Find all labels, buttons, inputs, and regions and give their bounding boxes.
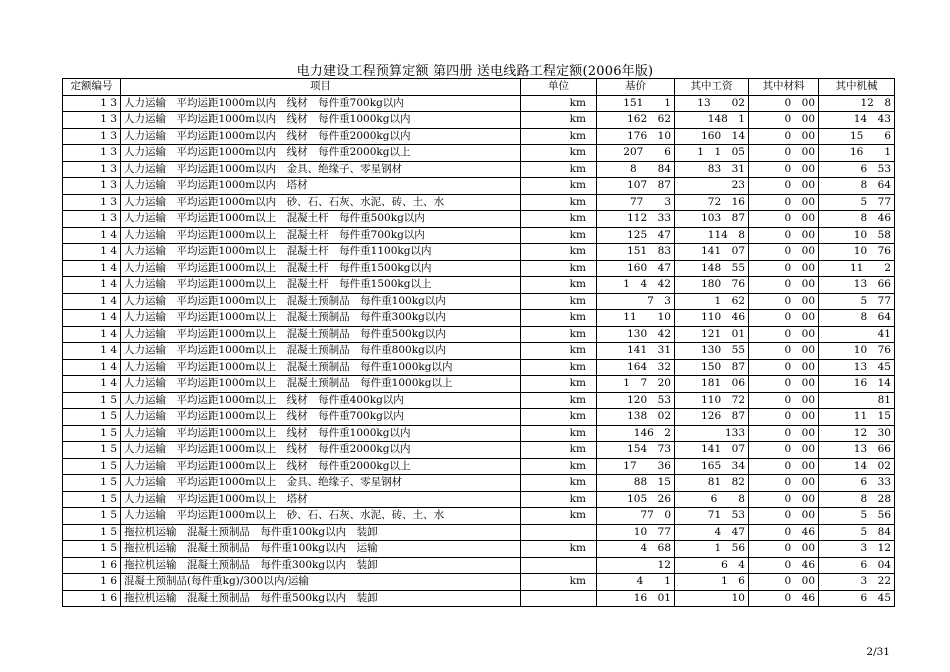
header-material: 其中材料 <box>749 79 819 96</box>
cell-item: 人力运输 平均运距1000m以上 混凝土预制品 每件重100kg以内 <box>121 293 521 310</box>
cell-code: 1 3 <box>63 128 121 145</box>
cell-machine: 5 77 <box>819 293 895 310</box>
cell-machine: 3 22 <box>819 574 895 591</box>
cell-material: 0 00 <box>749 112 819 129</box>
cell-item: 混凝土预制品(每件重kg)/300以内/运输 <box>121 574 521 591</box>
cell-base: 1 7 20 <box>597 376 675 393</box>
cell-material: 0 00 <box>749 211 819 228</box>
table-row <box>63 194 895 211</box>
cell-machine: 12 30 <box>819 425 895 442</box>
cell-material: 0 00 <box>749 161 819 178</box>
cell-code: 1 4 <box>63 310 121 327</box>
cell-code: 1 4 <box>63 277 121 294</box>
cell-material: 0 00 <box>749 95 819 112</box>
cell-machine: 10 58 <box>819 227 895 244</box>
cell-code: 1 4 <box>63 376 121 393</box>
header-item: 项目 <box>121 79 521 96</box>
cell-item: 人力运输 平均运距1000m以内 线材 每件重2000kg以上 <box>121 145 521 162</box>
cell-code: 1 3 <box>63 211 121 228</box>
quota-table <box>62 78 895 607</box>
cell-material: 0 00 <box>749 128 819 145</box>
header-code: 定额编号 <box>63 79 121 96</box>
table-row <box>63 95 895 112</box>
cell-code: 1 6 <box>63 574 121 591</box>
cell-machine: 8 46 <box>819 211 895 228</box>
cell-unit: km <box>521 112 597 129</box>
cell-item: 人力运输 平均运距1000m以内 塔材 <box>121 178 521 195</box>
cell-unit <box>521 590 597 607</box>
cell-item: 人力运输 平均运距1000m以上 混凝土预制品 每件重500kg以内 <box>121 326 521 343</box>
cell-base: 105 26 <box>597 491 675 508</box>
cell-material: 0 00 <box>749 425 819 442</box>
table-row <box>63 128 895 145</box>
cell-base: 164 32 <box>597 359 675 376</box>
cell-labor: 130 55 <box>675 343 749 360</box>
cell-labor: 103 87 <box>675 211 749 228</box>
cell-unit: km <box>521 409 597 426</box>
cell-machine: 13 66 <box>819 442 895 459</box>
cell-item: 人力运输 平均运距1000m以内 砂、石、石灰、水泥、砖、土、水 <box>121 194 521 211</box>
cell-labor: 6 4 <box>675 557 749 574</box>
cell-material: 0 00 <box>749 508 819 525</box>
cell-unit: km <box>521 277 597 294</box>
table-row <box>63 359 895 376</box>
cell-unit <box>521 524 597 541</box>
cell-code: 1 4 <box>63 343 121 360</box>
cell-machine: 5 84 <box>819 524 895 541</box>
header-labor: 其中工资 <box>675 79 749 96</box>
cell-base: 16 01 <box>597 590 675 607</box>
cell-unit <box>521 557 597 574</box>
cell-item: 人力运输 平均运距1000m以上 线材 每件重1000kg以内 <box>121 425 521 442</box>
cell-unit: km <box>521 343 597 360</box>
cell-unit: km <box>521 541 597 558</box>
cell-machine: 13 45 <box>819 359 895 376</box>
cell-machine: 14 02 <box>819 458 895 475</box>
cell-material: 0 00 <box>749 293 819 310</box>
cell-machine: 15 6 <box>819 128 895 145</box>
table-row <box>63 310 895 327</box>
cell-unit: km <box>521 425 597 442</box>
cell-labor: 110 46 <box>675 310 749 327</box>
cell-unit: km <box>521 128 597 145</box>
cell-base: 138 02 <box>597 409 675 426</box>
cell-material: 0 00 <box>749 392 819 409</box>
cell-material: 0 00 <box>749 359 819 376</box>
cell-labor: 81 82 <box>675 475 749 492</box>
cell-base: 7 3 <box>597 293 675 310</box>
header-machine: 其中机械 <box>819 79 895 96</box>
cell-code: 1 3 <box>63 178 121 195</box>
cell-machine: 5 77 <box>819 194 895 211</box>
cell-base: 154 73 <box>597 442 675 459</box>
table-row <box>63 277 895 294</box>
cell-material: 0 00 <box>749 277 819 294</box>
cell-material: 0 00 <box>749 178 819 195</box>
cell-material: 0 00 <box>749 491 819 508</box>
cell-base: 12 <box>597 557 675 574</box>
cell-code: 1 3 <box>63 194 121 211</box>
cell-code: 1 5 <box>63 491 121 508</box>
cell-code: 1 4 <box>63 359 121 376</box>
cell-machine: 5 56 <box>819 508 895 525</box>
cell-labor: 121 01 <box>675 326 749 343</box>
table-row <box>63 557 895 574</box>
cell-code: 1 3 <box>63 161 121 178</box>
cell-base: 8 84 <box>597 161 675 178</box>
cell-base: 160 47 <box>597 260 675 277</box>
table-row <box>63 458 895 475</box>
cell-unit: km <box>521 227 597 244</box>
cell-machine: 14 43 <box>819 112 895 129</box>
cell-item: 人力运输 平均运距1000m以内 线材 每件重700kg以内 <box>121 95 521 112</box>
cell-base: 77 3 <box>597 194 675 211</box>
cell-labor: 1 62 <box>675 293 749 310</box>
cell-base: 120 53 <box>597 392 675 409</box>
cell-material: 0 46 <box>749 524 819 541</box>
cell-base: 162 62 <box>597 112 675 129</box>
cell-code: 1 5 <box>63 392 121 409</box>
cell-unit: km <box>521 376 597 393</box>
cell-item: 人力运输 平均运距1000m以上 混凝土预制品 每件重300kg以内 <box>121 310 521 327</box>
cell-machine: 13 66 <box>819 277 895 294</box>
cell-item: 人力运输 平均运距1000m以内 金具、绝缘子、零星钢材 <box>121 161 521 178</box>
cell-labor: 181 06 <box>675 376 749 393</box>
table-row <box>63 343 895 360</box>
table-body <box>63 95 895 607</box>
cell-unit: km <box>521 293 597 310</box>
table-row <box>63 293 895 310</box>
cell-material: 0 00 <box>749 541 819 558</box>
cell-labor: 4 47 <box>675 524 749 541</box>
table-row <box>63 260 895 277</box>
cell-base: 17 36 <box>597 458 675 475</box>
cell-machine: 8 64 <box>819 310 895 327</box>
cell-unit: km <box>521 508 597 525</box>
table-row <box>63 227 895 244</box>
cell-labor: 160 14 <box>675 128 749 145</box>
cell-labor: 133 <box>675 425 749 442</box>
cell-item: 人力运输 平均运距1000m以上 混凝土预制品 每件重1000kg以上 <box>121 376 521 393</box>
cell-item: 人力运输 平均运距1000m以上 混凝土预制品 每件重1000kg以内 <box>121 359 521 376</box>
cell-item: 人力运输 平均运距1000m以上 混凝土杆 每件重1100kg以内 <box>121 244 521 261</box>
cell-item: 人力运输 平均运距1000m以上 混凝土杆 每件重1500kg以上 <box>121 277 521 294</box>
cell-item: 拖拉机运输 混凝土预制品 每件重100kg以内 运输 <box>121 541 521 558</box>
cell-code: 1 3 <box>63 112 121 129</box>
table-header-row <box>63 79 895 96</box>
table-row <box>63 376 895 393</box>
cell-item: 人力运输 平均运距1000m以上 线材 每件重2000kg以内 <box>121 442 521 459</box>
cell-labor: 72 16 <box>675 194 749 211</box>
cell-code: 1 3 <box>63 145 121 162</box>
cell-material: 0 00 <box>749 145 819 162</box>
cell-unit: km <box>521 574 597 591</box>
cell-unit: km <box>521 260 597 277</box>
cell-material: 0 46 <box>749 557 819 574</box>
cell-code: 1 5 <box>63 425 121 442</box>
cell-material: 0 00 <box>749 574 819 591</box>
cell-item: 人力运输 平均运距1000m以上 混凝土杆 每件重500kg以内 <box>121 211 521 228</box>
cell-base: 146 2 <box>597 425 675 442</box>
cell-item: 拖拉机运输 混凝土预制品 每件重300kg以内 装卸 <box>121 557 521 574</box>
cell-material: 0 00 <box>749 227 819 244</box>
cell-code: 1 5 <box>63 458 121 475</box>
cell-code: 1 5 <box>63 508 121 525</box>
cell-item: 人力运输 平均运距1000m以上 线材 每件重400kg以内 <box>121 392 521 409</box>
cell-machine: 11 2 <box>819 260 895 277</box>
cell-machine: 6 53 <box>819 161 895 178</box>
cell-material: 0 00 <box>749 442 819 459</box>
cell-item: 人力运输 平均运距1000m以内 线材 每件重2000kg以内 <box>121 128 521 145</box>
cell-base: 207 6 <box>597 145 675 162</box>
cell-unit: km <box>521 310 597 327</box>
cell-labor: 1 6 <box>675 574 749 591</box>
cell-unit: km <box>521 161 597 178</box>
cell-item: 人力运输 平均运距1000m以上 混凝土杆 每件重700kg以内 <box>121 227 521 244</box>
cell-item: 拖拉机运输 混凝土预制品 每件重100kg以内 装卸 <box>121 524 521 541</box>
cell-labor: 1 1 05 <box>675 145 749 162</box>
cell-code: 1 3 <box>63 95 121 112</box>
cell-unit: km <box>521 359 597 376</box>
table-row <box>63 112 895 129</box>
cell-material: 0 00 <box>749 458 819 475</box>
cell-machine: 10 76 <box>819 244 895 261</box>
cell-unit: km <box>521 194 597 211</box>
cell-machine: 6 33 <box>819 475 895 492</box>
cell-labor: 126 87 <box>675 409 749 426</box>
cell-code: 1 5 <box>63 409 121 426</box>
cell-labor: 148 1 <box>675 112 749 129</box>
cell-labor: 71 53 <box>675 508 749 525</box>
cell-unit: km <box>521 178 597 195</box>
cell-item: 人力运输 平均运距1000m以上 混凝土预制品 每件重800kg以内 <box>121 343 521 360</box>
page-title: 电力建设工程预算定额 第四册 送电线路工程定额(2006年版) <box>296 64 654 79</box>
cell-unit: km <box>521 475 597 492</box>
table-row <box>63 409 895 426</box>
cell-material: 0 00 <box>749 475 819 492</box>
table-row <box>63 326 895 343</box>
cell-material: 0 00 <box>749 343 819 360</box>
cell-unit: km <box>521 442 597 459</box>
cell-machine: 3 12 <box>819 541 895 558</box>
cell-machine: 8 64 <box>819 178 895 195</box>
cell-base: 4 1 <box>597 574 675 591</box>
cell-machine: 6 45 <box>819 590 895 607</box>
cell-material: 0 00 <box>749 409 819 426</box>
header-unit: 单位 <box>521 79 597 96</box>
cell-base: 1 4 42 <box>597 277 675 294</box>
cell-base: 88 15 <box>597 475 675 492</box>
cell-labor: 150 87 <box>675 359 749 376</box>
cell-code: 1 5 <box>63 442 121 459</box>
cell-unit: km <box>521 458 597 475</box>
cell-item: 人力运输 平均运距1000m以上 砂、石、石灰、水泥、砖、土、水 <box>121 508 521 525</box>
cell-material: 0 00 <box>749 376 819 393</box>
cell-material: 0 00 <box>749 194 819 211</box>
cell-labor: 165 34 <box>675 458 749 475</box>
cell-labor: 114 8 <box>675 227 749 244</box>
cell-labor: 10 <box>675 590 749 607</box>
table-row <box>63 590 895 607</box>
cell-machine: 41 <box>819 326 895 343</box>
cell-unit: km <box>521 95 597 112</box>
cell-base: 4 68 <box>597 541 675 558</box>
cell-code: 1 5 <box>63 475 121 492</box>
table-row <box>63 574 895 591</box>
cell-code: 1 4 <box>63 293 121 310</box>
cell-base: 151 83 <box>597 244 675 261</box>
table-row <box>63 442 895 459</box>
table-row <box>63 508 895 525</box>
cell-base: 77 0 <box>597 508 675 525</box>
cell-labor: 1 56 <box>675 541 749 558</box>
cell-base: 141 31 <box>597 343 675 360</box>
cell-machine: 81 <box>819 392 895 409</box>
cell-labor: 13 02 <box>675 95 749 112</box>
cell-item: 人力运输 平均运距1000m以上 线材 每件重2000kg以上 <box>121 458 521 475</box>
cell-unit: km <box>521 145 597 162</box>
cell-base: 130 42 <box>597 326 675 343</box>
table-row <box>63 244 895 261</box>
cell-machine: 6 04 <box>819 557 895 574</box>
cell-item: 人力运输 平均运距1000m以上 金具、绝缘子、零星钢材 <box>121 475 521 492</box>
cell-labor: 180 76 <box>675 277 749 294</box>
cell-labor: 83 31 <box>675 161 749 178</box>
cell-base: 11 10 <box>597 310 675 327</box>
cell-labor: 6 8 <box>675 491 749 508</box>
cell-code: 1 4 <box>63 227 121 244</box>
cell-unit: km <box>521 491 597 508</box>
table-row <box>63 211 895 228</box>
cell-material: 0 00 <box>749 260 819 277</box>
cell-base: 151 1 <box>597 95 675 112</box>
cell-item: 人力运输 平均运距1000m以上 线材 每件重700kg以内 <box>121 409 521 426</box>
cell-item: 人力运输 平均运距1000m以内 线材 每件重1000kg以内 <box>121 112 521 129</box>
cell-unit: km <box>521 211 597 228</box>
cell-base: 10 77 <box>597 524 675 541</box>
cell-material: 0 00 <box>749 244 819 261</box>
cell-labor: 141 07 <box>675 244 749 261</box>
table-row <box>63 425 895 442</box>
table-row <box>63 392 895 409</box>
cell-material: 0 00 <box>749 326 819 343</box>
cell-unit: km <box>521 244 597 261</box>
cell-labor: 148 55 <box>675 260 749 277</box>
cell-base: 176 10 <box>597 128 675 145</box>
cell-material: 0 00 <box>749 310 819 327</box>
cell-item: 人力运输 平均运距1000m以上 混凝土杆 每件重1500kg以内 <box>121 260 521 277</box>
cell-item: 人力运输 平均运距1000m以上 塔材 <box>121 491 521 508</box>
cell-machine: 12 8 <box>819 95 895 112</box>
cell-machine: 10 76 <box>819 343 895 360</box>
table-row <box>63 541 895 558</box>
cell-unit: km <box>521 326 597 343</box>
cell-machine: 16 14 <box>819 376 895 393</box>
cell-labor: 141 07 <box>675 442 749 459</box>
cell-base: 107 87 <box>597 178 675 195</box>
cell-code: 1 5 <box>63 524 121 541</box>
cell-material: 0 46 <box>749 590 819 607</box>
cell-labor: 110 72 <box>675 392 749 409</box>
cell-code: 1 4 <box>63 244 121 261</box>
cell-machine: 8 28 <box>819 491 895 508</box>
cell-machine: 11 15 <box>819 409 895 426</box>
cell-code: 1 4 <box>63 260 121 277</box>
cell-code: 1 5 <box>63 541 121 558</box>
table-row <box>63 491 895 508</box>
cell-unit: km <box>521 392 597 409</box>
page-number: 2/31 <box>866 646 890 658</box>
cell-code: 1 4 <box>63 326 121 343</box>
cell-code: 1 6 <box>63 590 121 607</box>
cell-item: 拖拉机运输 混凝土预制品 每件重500kg以内 装卸 <box>121 590 521 607</box>
table-row <box>63 145 895 162</box>
table-row <box>63 475 895 492</box>
cell-base: 125 47 <box>597 227 675 244</box>
cell-code: 1 6 <box>63 557 121 574</box>
table-row <box>63 178 895 195</box>
cell-labor: 23 <box>675 178 749 195</box>
table-row <box>63 524 895 541</box>
table-row <box>63 161 895 178</box>
cell-machine: 16 1 <box>819 145 895 162</box>
header-base: 基价 <box>597 79 675 96</box>
cell-base: 112 33 <box>597 211 675 228</box>
